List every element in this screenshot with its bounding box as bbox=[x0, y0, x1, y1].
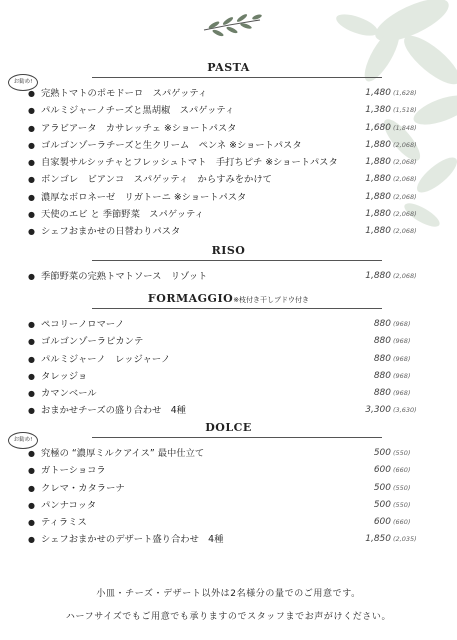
bullet: ● bbox=[28, 272, 35, 281]
divider bbox=[92, 77, 382, 78]
section-title: DOLCE bbox=[205, 421, 252, 434]
list-item bbox=[28, 333, 443, 350]
section-title-text: FORMAGGIO bbox=[147, 292, 234, 305]
item-name: ボンゴレ ビアンコ スパゲッティ からすみをかけて bbox=[41, 174, 272, 186]
bullet: ● bbox=[28, 175, 35, 185]
olive-sprig-icon bbox=[200, 12, 264, 40]
list-item bbox=[28, 85, 443, 102]
bullet: ● bbox=[28, 483, 35, 493]
item-price: 3,300 bbox=[365, 405, 391, 416]
item-tax-price: (550) bbox=[393, 500, 411, 509]
item-name: おまかせチーズの盛り合わせ 4種 bbox=[41, 405, 186, 417]
list-item bbox=[28, 531, 443, 548]
item-price: 600 bbox=[373, 517, 391, 528]
bullet: ● bbox=[28, 123, 35, 133]
item-price: 880 bbox=[373, 353, 391, 364]
item-name: ティラミス bbox=[41, 517, 87, 529]
item-name: カマンベール bbox=[41, 388, 97, 400]
bullet: ● bbox=[28, 406, 35, 416]
item-name: 季節野菜の完熟トマトソース リゾット bbox=[41, 271, 208, 282]
item-name: ゴルゴンゾーラチーズと生クリーム ペンネ ※ショートパスタ bbox=[41, 139, 302, 151]
bullet: ● bbox=[28, 518, 35, 528]
bullet: ● bbox=[28, 449, 35, 458]
divider bbox=[92, 437, 382, 438]
item-price: 880 bbox=[373, 319, 391, 329]
list-item bbox=[28, 402, 443, 419]
item-name: ペコリーノロマーノ bbox=[41, 319, 125, 330]
item-tax-price: (660) bbox=[393, 518, 411, 527]
item-tax-price: (2,068) bbox=[393, 140, 417, 149]
list-item bbox=[28, 497, 443, 514]
item-tax-price: (660) bbox=[393, 466, 411, 475]
section-title: PASTA bbox=[207, 61, 250, 74]
item-price: 1,880 bbox=[365, 191, 391, 202]
list-item bbox=[28, 206, 443, 223]
bullet: ● bbox=[28, 158, 35, 168]
list-item bbox=[28, 351, 443, 368]
item-price: 1,880 bbox=[365, 209, 391, 220]
bullet: ● bbox=[28, 337, 35, 347]
item-name: 自家製サルシッチャとフレッシュトマト 手打ちピチ ※ショートパスタ bbox=[41, 157, 338, 169]
item-tax-price: (2,068) bbox=[393, 192, 417, 201]
section-title: RISO bbox=[211, 244, 246, 257]
item-list bbox=[28, 445, 443, 549]
item-price: 1,480 bbox=[365, 88, 391, 98]
footer-note-line2: ハーフサイズでもご用意でも承りますのでスタッフまでお声がけください。 bbox=[65, 612, 392, 622]
list-item bbox=[28, 137, 443, 154]
list-item bbox=[28, 368, 443, 385]
item-tax-price: (2,068) bbox=[393, 175, 417, 184]
list-item bbox=[28, 154, 443, 171]
item-list bbox=[28, 316, 443, 420]
item-tax-price: (2,068) bbox=[393, 272, 417, 280]
item-name: パンナコッタ bbox=[41, 499, 97, 511]
recommend-badge: お勧め! bbox=[8, 432, 38, 449]
item-tax-price: (550) bbox=[393, 449, 411, 457]
item-price: 500 bbox=[373, 499, 391, 510]
item-tax-price: (968) bbox=[393, 354, 411, 363]
item-price: 1,880 bbox=[365, 174, 391, 185]
item-tax-price: (968) bbox=[393, 320, 411, 328]
bullet: ● bbox=[28, 466, 35, 476]
item-tax-price: (2,035) bbox=[393, 535, 417, 544]
item-tax-price: (3,630) bbox=[393, 406, 417, 415]
item-name: パルミジャーノ レッジャーノ bbox=[41, 353, 171, 365]
bullet: ● bbox=[28, 106, 35, 116]
list-item bbox=[28, 385, 443, 402]
divider bbox=[92, 260, 382, 261]
item-price: 1,380 bbox=[365, 105, 391, 116]
item-price: 1,880 bbox=[365, 139, 391, 150]
item-price: 880 bbox=[373, 370, 391, 381]
bullet: ● bbox=[28, 320, 35, 329]
footer-note-line1: 小皿・チーズ・デザート以外は2名様分の量でのご用意です。 bbox=[96, 589, 361, 599]
list-item bbox=[28, 223, 443, 240]
bullet: ● bbox=[28, 227, 35, 237]
divider bbox=[92, 308, 382, 309]
item-tax-price: (1,628) bbox=[393, 89, 417, 97]
item-tax-price: (550) bbox=[393, 483, 411, 492]
list-item bbox=[28, 480, 443, 497]
list-item bbox=[28, 189, 443, 206]
list-item bbox=[28, 102, 443, 119]
bullet: ● bbox=[28, 140, 35, 150]
item-name: アラビアータ カサレッチェ ※ショートパスタ bbox=[41, 122, 237, 134]
list-item bbox=[28, 445, 443, 462]
item-price: 880 bbox=[373, 336, 391, 347]
item-list bbox=[28, 85, 443, 241]
item-price: 1,850 bbox=[365, 534, 391, 545]
item-name: ゴルゴンゾーラピカンテ bbox=[41, 336, 144, 348]
bullet: ● bbox=[28, 89, 35, 98]
item-tax-price: (2,068) bbox=[393, 158, 417, 167]
item-name: パルミジャーノチーズと黒胡椒 スパゲッティ bbox=[41, 105, 235, 117]
item-name: クレマ・カタラーナ bbox=[41, 482, 125, 494]
bullet: ● bbox=[28, 210, 35, 220]
item-name: 濃厚なボロネーゼ リガトーニ ※ショートパスタ bbox=[41, 191, 247, 203]
item-name: 天使のエビ と 季節野菜 スパゲッティ bbox=[41, 209, 204, 221]
list-item bbox=[28, 171, 443, 188]
item-tax-price: (2,068) bbox=[393, 227, 417, 236]
item-price: 500 bbox=[373, 448, 391, 458]
bullet: ● bbox=[28, 354, 35, 364]
item-name: タレッジョ bbox=[41, 370, 88, 382]
item-tax-price: (968) bbox=[393, 371, 411, 380]
item-tax-price: (968) bbox=[393, 389, 411, 398]
list-item bbox=[28, 120, 443, 137]
list-item bbox=[28, 514, 443, 531]
item-tax-price: (1,848) bbox=[393, 123, 417, 132]
bullet: ● bbox=[28, 192, 35, 202]
recommend-badge: お勧め! bbox=[8, 74, 38, 91]
item-tax-price: (1,518) bbox=[393, 106, 417, 115]
item-price: 1,880 bbox=[365, 226, 391, 237]
item-name: ガトーショコラ bbox=[41, 465, 106, 477]
section-note: ※枝付き干しブドウ付き bbox=[233, 296, 310, 304]
item-tax-price: (2,068) bbox=[393, 210, 417, 219]
bullet: ● bbox=[28, 389, 35, 399]
section-title bbox=[0, 292, 457, 305]
list-item bbox=[28, 316, 443, 333]
list-item bbox=[28, 462, 443, 479]
item-name: シェフおまかせの日替わりパスタ bbox=[41, 226, 181, 238]
item-price: 1,880 bbox=[365, 157, 391, 168]
item-price: 600 bbox=[373, 465, 391, 476]
item-price: 1,680 bbox=[365, 122, 391, 133]
item-tax-price: (968) bbox=[393, 337, 411, 346]
list-item bbox=[28, 268, 443, 285]
item-name: シェフおまかせのデザート盛り合わせ 4種 bbox=[41, 534, 224, 546]
bullet: ● bbox=[28, 500, 35, 510]
item-name: 完熟トマトのポモドーロ スパゲッティ bbox=[41, 88, 208, 99]
item-name: 究極の “濃厚ミルクアイス” 最中仕立て bbox=[41, 448, 205, 459]
item-price: 880 bbox=[373, 388, 391, 399]
item-price: 500 bbox=[373, 482, 391, 493]
item-list bbox=[28, 268, 443, 285]
item-price: 1,880 bbox=[365, 271, 391, 281]
bullet: ● bbox=[28, 371, 35, 381]
bullet: ● bbox=[28, 535, 35, 545]
